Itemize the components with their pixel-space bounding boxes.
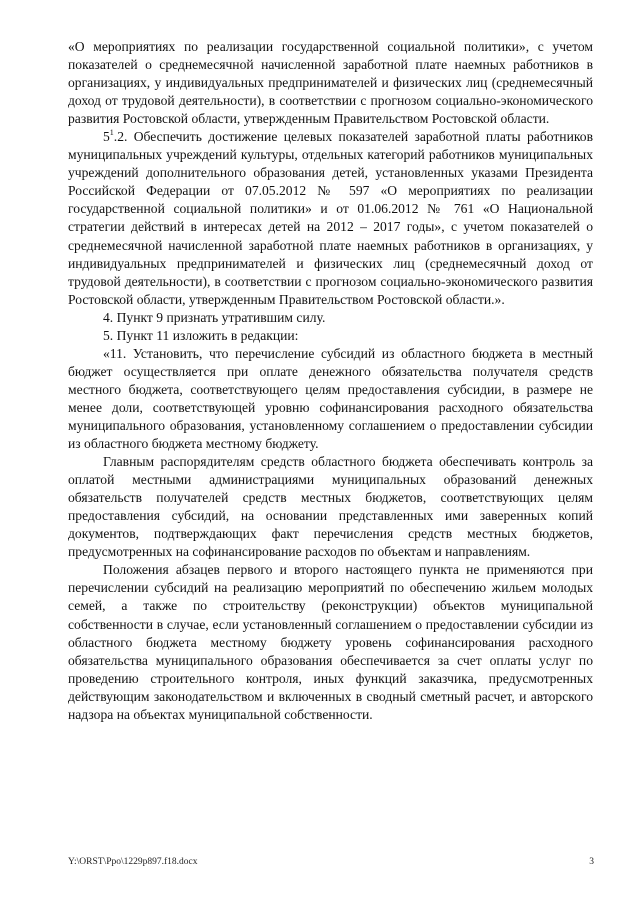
paragraph-exceptions: Положения абзацев первого и второго настоящего пункта не применяются при перечислении субсидий на реализацию мероприятий по обеспечению жильем молодых семей, а также по строительству (реконструкции) объектов муниципальной собственности в случае, если установленный соглашением о предоставлении субсидии из областного бюджета местному бюджету уровень софинансирования расходного обязательства муниципального образования обеспечивается за счет оплаты услуг по проведению строительного контроля, иных функций заказчика, предусмотренных действующим законодательством и включенных в сводный сметный расчет, и авторского надзора на объектах муниципальной собственности. [68, 562, 593, 722]
paragraph-text: .2. Обеспечить достижение целевых показателей заработной платы работников муниципальных учреждений культуры, отдельных категорий работников муниципальных учреждений дополнительного образования детей, установленных указами Президента Российской Федерации от 07.05.2012 № 597 «О мероприятиях по реализации государственной социальной политики» и от 01.06.2012 № 761 «О Национальной стратегии действий в интересах детей на 2012 – 2017 годы», с учетом показателей о среднемесячной начисленной заработной плате наемных работников в организациях, у индивидуальных предпринимателей и физических лиц (среднемесячный доход от трудовой деятельности), в соответствии с прогнозом социально-экономического развития Ростовской области, утвержденным Правительством Ростовской области.». [68, 129, 593, 307]
footer-file-path: Y:\ORST\Ppo\1229p897.f18.docx [68, 857, 198, 867]
item-number: 5 [103, 129, 110, 145]
item-number-superscript: 1 [109, 128, 114, 138]
page-number: 3 [589, 857, 594, 867]
document-body [68, 38, 593, 724]
paragraph-control: Главным распорядителям средств областного бюджета обеспечивать контроль за оплатой местными администрациями муниципальных образований денежных обязательств получателей средств местных бюджетов, соответствующих целям предоставления субсидий, на основании представленных ими заверенных копий документов, подтверждающих факт перечисления средств местных бюджетов, предусмотренных на софинансирование расходов по объектам и направлениям. [68, 454, 593, 560]
paragraph-item-4: 4. Пункт 9 признать утратившим силу. [103, 309, 326, 325]
paragraph-item-5-1-2 [68, 128, 593, 308]
paragraph-continuation: «О мероприятиях по реализации государственной социальной политики», с учетом показателей о среднемесячной начисленной заработной плате наемных работников в организациях, у индивидуальных предпринимателей и физических лиц (среднемесячный доход от трудовой деятельности), в соответствии с прогнозом социально-экономического развития Ростовской области, утвержденным Правительством Ростовской области. [68, 39, 593, 127]
paragraph-item-5: 5. Пункт 11 изложить в редакции: [103, 327, 299, 343]
paragraph-item-11: «11. Установить, что перечисление субсидий из областного бюджета в местный бюджет осуществляется при оплате денежного обязательства получателя средств местного бюджета, соответствующего целям предоставления субсидии, в размере не менее доли, соответствующей уровню софинансирования расходного обязательства муниципального образования, установленному соглашением о предоставлении субсидии из областного бюджета местному бюджету. [68, 345, 593, 452]
